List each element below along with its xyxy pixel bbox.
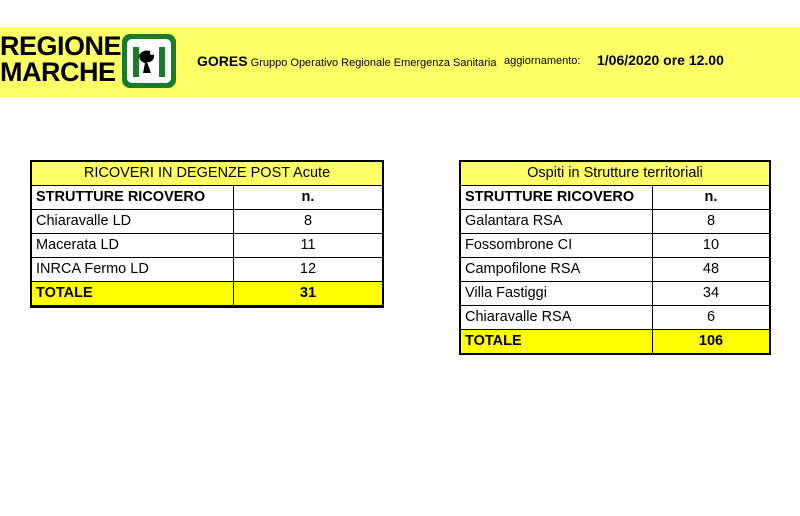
row-name: Fossombrone CI xyxy=(460,234,653,258)
row-n: 6 xyxy=(653,306,771,330)
update-date: 1/06/2020 ore 12.00 xyxy=(597,52,724,68)
row-n: 34 xyxy=(653,282,771,306)
row-name: Villa Fastiggi xyxy=(460,282,653,306)
post-acute-title: RICOVERI IN DEGENZE POST Acute xyxy=(31,161,383,186)
row-n: 11 xyxy=(234,234,384,258)
table-row xyxy=(460,210,770,234)
row-name: Galantara RSA xyxy=(460,210,653,234)
table-row xyxy=(460,258,770,282)
total-row xyxy=(31,282,383,307)
brand-line-1: REGIONE xyxy=(0,31,122,61)
row-n: 10 xyxy=(653,234,771,258)
total-value: 31 xyxy=(234,282,384,307)
total-label: TOTALE xyxy=(31,282,234,307)
table-row xyxy=(460,306,770,330)
org-short: GORES xyxy=(197,53,248,69)
regione-marche-emblem-icon xyxy=(121,33,177,89)
col-header-n: n. xyxy=(234,186,384,210)
col-header-n: n. xyxy=(653,186,771,210)
territorial-title: Ospiti in Strutture territoriali xyxy=(460,161,770,186)
row-name: Chiaravalle LD xyxy=(31,210,234,234)
row-name: Chiaravalle RSA xyxy=(460,306,653,330)
org-full: Gruppo Operativo Regionale Emergenza Sanitaria xyxy=(250,57,497,69)
post-acute-table xyxy=(30,160,384,308)
total-label: TOTALE xyxy=(460,330,653,355)
total-value: 106 xyxy=(653,330,771,355)
org-caption xyxy=(197,53,496,69)
table-row xyxy=(31,210,383,234)
row-name: Macerata LD xyxy=(31,234,234,258)
row-n: 8 xyxy=(234,210,384,234)
table-row xyxy=(460,282,770,306)
row-name: Campofilone RSA xyxy=(460,258,653,282)
row-n: 8 xyxy=(653,210,771,234)
total-row xyxy=(460,330,770,355)
row-n: 12 xyxy=(234,258,384,282)
row-n: 48 xyxy=(653,258,771,282)
col-header-structure: STRUTTURE RICOVERO xyxy=(31,186,234,210)
row-name: INRCA Fermo LD xyxy=(31,258,234,282)
territorial-table xyxy=(459,160,771,355)
brand-line-2: MARCHE xyxy=(0,57,116,87)
table-row xyxy=(460,234,770,258)
table-row xyxy=(31,258,383,282)
table-row xyxy=(31,234,383,258)
col-header-structure: STRUTTURE RICOVERO xyxy=(460,186,653,210)
update-label: aggiornamento: xyxy=(504,55,581,67)
brand-wordmark xyxy=(0,31,122,87)
